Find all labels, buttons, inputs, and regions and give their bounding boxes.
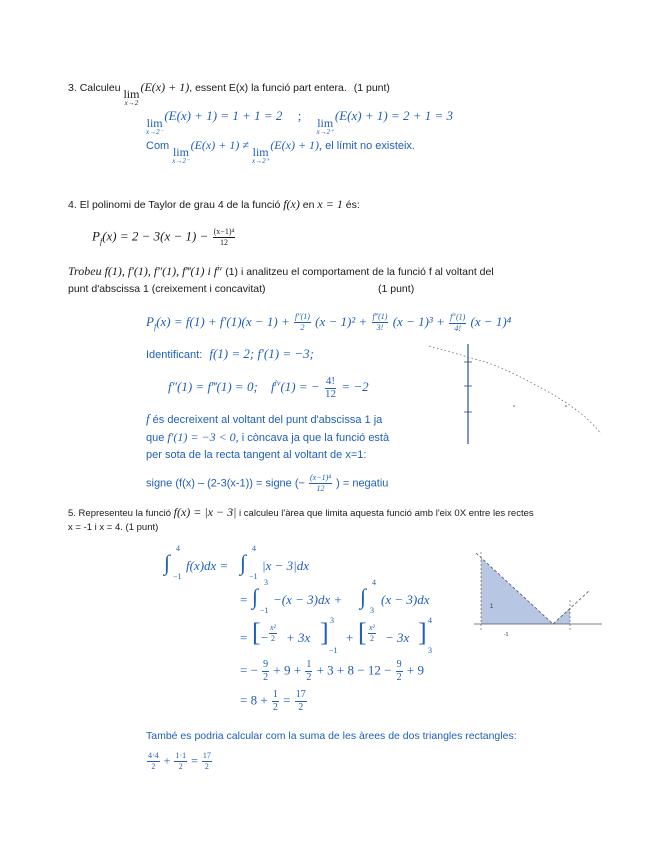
limit-notation: lim x→2 <box>123 87 140 107</box>
integral-row-2: = ∫ 3 −1 −(x − 3)dx + ∫ 4 3 (x − 3)dx <box>240 578 430 615</box>
q5-statement-line2: x = -1 i x = 4. (1 punt) <box>68 522 159 533</box>
q3-conclusion: Com lim x→2⁻ (E(x) + 1) ≠ lim x→2⁺ (E(x) + 1), el límit no existeix. <box>146 138 415 165</box>
graph-dot <box>565 405 567 407</box>
q4-statement: 4. El polinomi de Taylor de grau 4 de la funció f(x) en x = 1 és: <box>68 197 360 211</box>
derivative-values: f″(1) = f‴(1) = 0; $f^{iv}(1)$ = − $\frac{4!}{12}$ = −2 <box>168 375 369 400</box>
general-taylor-formula: $P_f(x) = f(1) + f'(1)(x - 1)$ + $\frac{f''(1)}{2}$ (x − 1)² + $\frac{f‴(1)}{3!}$ (x − 1)³ + $\frac{f^{iv}(1)}{4!}$ (x − 1)⁴ <box>146 312 512 333</box>
q5-statement-line1: 5. Representeu la funció f(x) = |x − 3| i calculeu l'àrea que limita aquesta funció amb l'eix 0X entre les rectes <box>68 505 534 519</box>
triangles-remark: També es podria calcular com la suma de les àrees de dos triangles rectangles: <box>146 730 517 742</box>
function-curve <box>429 346 601 434</box>
integral-row-4: = − $\frac{9}{2}$ + 9 + $\frac{1}{2}$ + 3 + 8 − 12 − $\frac{9}{2}$ + 9 <box>240 659 425 683</box>
integral-row-5: = 8 + $\frac{1}{2}$ = $\frac{17}{2}$ <box>240 689 306 713</box>
triangles-sum: $\frac{4\cdot 4}{2}$ + $\frac{1\cdot 1}{2}$ = $\frac{17}{2}$ <box>148 751 211 771</box>
q3-statement: 3. Calculeu lim x→2 (E(x) + 1), essent E(x) la funció part entera. (1 punt) <box>68 80 390 107</box>
taylor-polynomial: $P_f(x) = 2 - 3(x - 1)$ − $\frac{\text{(x−1)⁴}}{12}$ <box>92 227 235 247</box>
sign-analysis: signe (f(x) – (2-3(x-1)) = signe (− $\frac{\text{(x−1)⁴}}{12}$ ) = negatiu <box>146 473 389 493</box>
abs-function-graph <box>470 550 605 640</box>
integral-row-3: = [ − $\frac{\text{x²}}{2}$ + 3x ] 3 −1 + [ $\frac{\text{x²}}{2}$ − 3x ] 4 3 <box>240 616 432 655</box>
q4-task-line1: Trobeu f(1), f′(1), f″(1), f‴(1) i $f^{iv}$ (1) i analitzeu el comportament de la funció f al voltant del <box>68 264 494 278</box>
identification-line: Identificant: f(1) = 2; f′(1) = −3; <box>146 346 314 361</box>
q4-task-line2: punt d'abscissa 1 (creixement i concavitat) <box>68 283 266 295</box>
q4-points: (1 punt) <box>378 283 415 295</box>
svg-text:1: 1 <box>490 604 494 610</box>
graph-dot <box>513 405 515 407</box>
q3-side-limits: lim x→2⁻ (E(x) + 1) = 1 + 1 = 2 ; lim x→2⁺ (E(x) + 1) = 2 + 1 = 3 <box>146 108 453 136</box>
behaviour-explanation: f és decreixent al voltant del punt d'abscissa 1 ja que f′(1) = −3 < 0, i còncava ja que la funció està per sota de la recta tangent al voltant de x=1: <box>146 411 390 461</box>
tangent-sketch-graph <box>425 340 605 448</box>
svg-text:-1: -1 <box>504 632 509 638</box>
